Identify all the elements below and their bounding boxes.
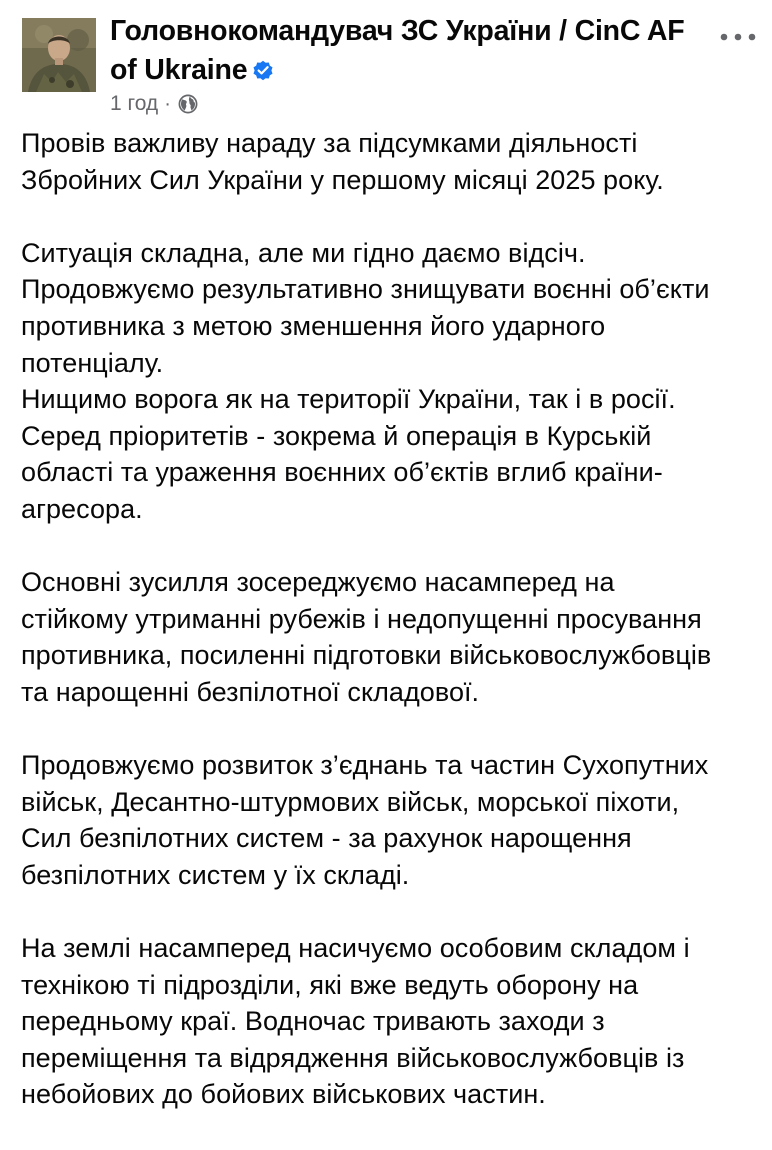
post-paragraph: Продовжуємо розвиток з’єднань та частин Сухопутних військ, Десантно-штурмових військ, морської піхоти, Сил безпілотних систем - за рахунок нарощення безпілотних систем у їх складі. [21, 750, 709, 890]
post-paragraph: Ситуація складна, але ми гідно даємо відсіч. Продовжуємо результативно знищувати воєнні об’єкти противника з метою зменшення його ударного потенціалу. Нищимо ворога як на території України, так і в росії. Серед пріоритетів - зокрема й операція в Курській області та ураження воєнних об’єктів вглиб країни- агресора. [21, 237, 710, 524]
meta-separator: · [164, 92, 171, 115]
author-name-text[interactable]: Головнокомандувач ЗС України / CinC AF of Ukraine [110, 15, 685, 86]
post-text [21, 125, 761, 1150]
more-options-button[interactable] [714, 22, 762, 52]
more-options-icon [714, 22, 762, 52]
post-timestamp[interactable]: 1 год [110, 92, 159, 115]
post-paragraph: Основні зусилля зосереджуємо насамперед на стійкому утриманні рубежів і недопущенні просування противника, посиленні підготовки військовослужбовців та нарощенні безпілотної складової. [21, 567, 712, 707]
author-name[interactable] [110, 12, 700, 90]
author-avatar[interactable] [22, 18, 96, 92]
avatar-image [22, 18, 96, 92]
post-header [0, 0, 772, 120]
post-paragraph: Провів важливу нараду за підсумками діяльності Збройних Сил України у першому місяці 2025 року. [21, 128, 664, 195]
post-paragraph: На землі насамперед насичуємо особовим складом і технікою ті підрозділи, які вже ведуть оборону на передньому краї. Водночас тривають заходи з переміщення та відрядження військовослужбовців із небойових до бойових військових частин. [21, 933, 690, 1110]
globe-icon[interactable] [178, 94, 198, 114]
verified-badge-icon [251, 58, 275, 82]
post-meta [110, 90, 198, 118]
